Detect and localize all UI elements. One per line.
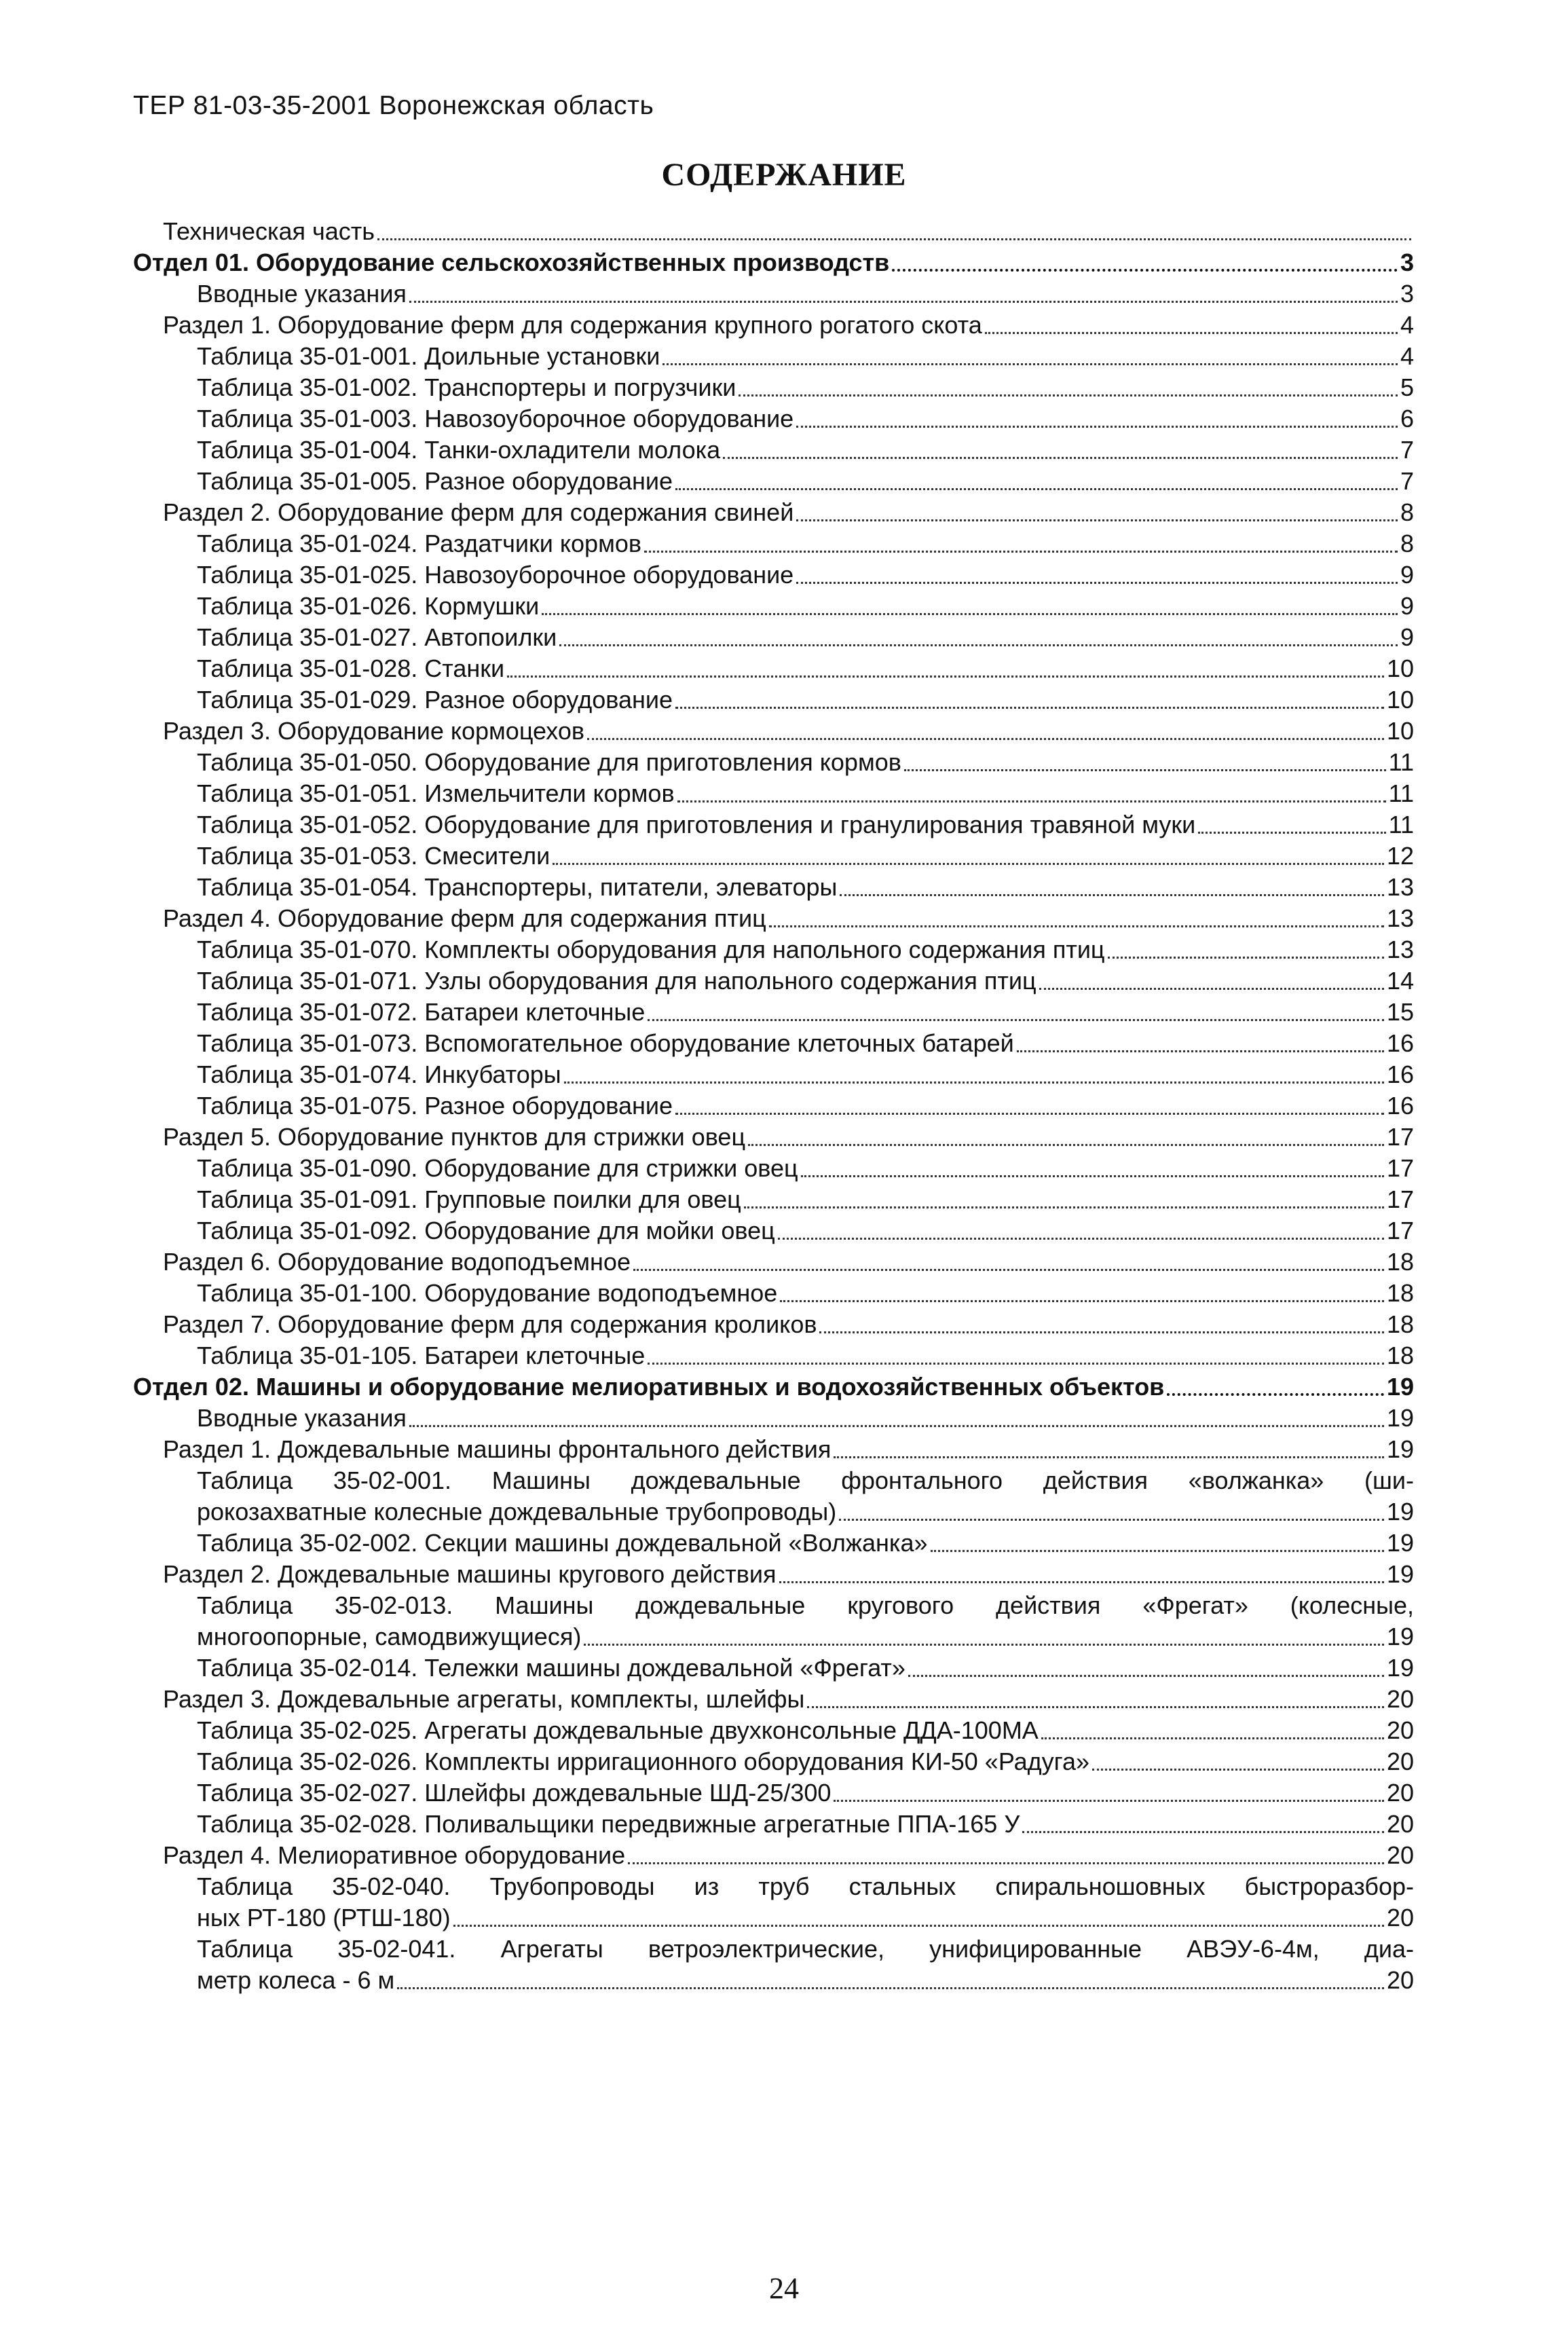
dot-leader bbox=[507, 676, 1384, 678]
toc-entry-text: Таблица 35-01-091. Групповые поилки для овец bbox=[197, 1185, 741, 1213]
toc-chapter-entry bbox=[133, 247, 1414, 278]
toc-section-entry bbox=[133, 1122, 1414, 1153]
toc-table-entry bbox=[133, 278, 1414, 310]
toc-entry-text: Отдел 02. Машины и оборудование мелиоративных и водохозяйственных объектов bbox=[133, 1373, 1165, 1401]
toc-page-number: 20 bbox=[1386, 1685, 1414, 1713]
toc-page-number: 8 bbox=[1400, 498, 1414, 526]
toc-page-number: 7 bbox=[1400, 436, 1414, 464]
toc-section-entry bbox=[133, 1559, 1414, 1590]
toc-page-number: 10 bbox=[1386, 717, 1414, 745]
page-number: 24 bbox=[769, 2272, 799, 2305]
dot-leader bbox=[780, 1300, 1384, 1302]
toc-page-number: 11 bbox=[1388, 811, 1414, 838]
toc-page-number: 17 bbox=[1386, 1217, 1414, 1244]
toc-entry-text: Таблица 35-01-005. Разное оборудование bbox=[197, 467, 673, 495]
dot-leader bbox=[748, 1144, 1384, 1146]
toc-entry-text: Таблица 35-01-051. Измельчители кормов bbox=[197, 779, 675, 807]
dot-leader bbox=[628, 1862, 1384, 1864]
toc-entry-text: Таблица 35-02-014. Тележки машины дождевальной «Фрегат» bbox=[197, 1654, 906, 1682]
dot-leader bbox=[677, 800, 1386, 802]
toc-page-number: 20 bbox=[1386, 1716, 1414, 1744]
dot-leader bbox=[559, 644, 1398, 646]
dot-leader bbox=[904, 769, 1386, 771]
dot-leader bbox=[397, 1987, 1384, 1989]
toc-page-number: 13 bbox=[1386, 873, 1414, 901]
toc-page-number: 20 bbox=[1386, 1779, 1414, 1807]
toc-page-number: 6 bbox=[1400, 405, 1414, 432]
toc-page-number: 20 bbox=[1386, 1748, 1414, 1775]
toc-entry-text: Таблица 35-01-070. Комплекты оборудования для напольного содержания птиц bbox=[197, 936, 1105, 963]
toc-entry-text: Таблица 35-02-027. Шлейфы дождевальные ШД-25/300 bbox=[197, 1779, 832, 1807]
toc-table-entry bbox=[133, 341, 1414, 372]
dot-leader bbox=[796, 582, 1398, 584]
toc-entry-text: Таблица 35-01-003. Навозоуборочное оборудование bbox=[197, 405, 794, 432]
dot-leader bbox=[564, 1082, 1384, 1084]
dot-leader bbox=[633, 1269, 1384, 1271]
toc-entry-text-line1: Таблица 35-02-040. Трубопроводы из труб стальных спиральношовных быстроразбор- bbox=[197, 1872, 1414, 1900]
dot-leader bbox=[778, 1238, 1384, 1240]
toc-section-entry bbox=[133, 1434, 1414, 1465]
dot-leader bbox=[807, 1706, 1384, 1708]
toc-section-entry bbox=[133, 1840, 1414, 1871]
toc-entry-text: Таблица 35-01-092. Оборудование для мойки овец bbox=[197, 1217, 775, 1244]
toc-entry-text: Раздел 1. Дождевальные машины фронтального действия bbox=[163, 1435, 832, 1463]
dot-leader bbox=[453, 1925, 1384, 1927]
dot-leader bbox=[409, 1425, 1384, 1427]
toc-section-entry bbox=[133, 216, 1414, 247]
toc-entry-text: Таблица 35-02-025. Агрегаты дождевальные двухконсольные ДДА-100МА bbox=[197, 1716, 1039, 1744]
dot-leader bbox=[648, 1019, 1384, 1021]
toc-entry-text: Раздел 4. Мелиоративное оборудование bbox=[163, 1841, 626, 1869]
toc-entry bbox=[133, 1590, 1414, 1652]
toc-page-number: 17 bbox=[1386, 1154, 1414, 1182]
toc-entry-text: Таблица 35-01-054. Транспортеры, питатели, элеваторы bbox=[197, 873, 838, 901]
toc-page-number: 19 bbox=[1386, 1654, 1414, 1682]
toc-table-entry bbox=[133, 528, 1414, 559]
dot-leader bbox=[644, 551, 1398, 553]
toc-entry-text: Таблица 35-01-027. Автопоилки bbox=[197, 623, 557, 651]
toc-entry-text: Раздел 5. Оборудование пунктов для стрижки овец bbox=[163, 1123, 746, 1151]
dot-leader bbox=[834, 1456, 1384, 1458]
toc-entry-text-line2: ных РТ-180 (РТШ-180) bbox=[197, 1904, 451, 1932]
dot-leader bbox=[839, 1519, 1384, 1521]
toc-entry-text: Раздел 2. Оборудование ферм для содержания свиней bbox=[163, 498, 794, 526]
dot-leader bbox=[723, 457, 1398, 459]
toc-table-entry bbox=[133, 1403, 1414, 1434]
dot-leader bbox=[796, 519, 1398, 521]
toc-page-number: 20 bbox=[1386, 1810, 1414, 1838]
toc-section-entry bbox=[133, 1309, 1414, 1340]
toc-page-number: 18 bbox=[1386, 1279, 1414, 1307]
toc-entry-text: Таблица 35-01-052. Оборудование для приготовления и гранулирования травяной муки bbox=[197, 811, 1196, 838]
dot-leader bbox=[739, 394, 1398, 396]
toc-page-number: 14 bbox=[1386, 967, 1414, 995]
toc-page-number: 16 bbox=[1386, 1092, 1414, 1120]
dot-leader bbox=[1017, 1050, 1384, 1052]
toc-entry-text: Таблица 35-01-026. Кормушки bbox=[197, 592, 540, 620]
toc-page-number: 11 bbox=[1388, 779, 1414, 807]
page-title: СОДЕРЖАНИЕ bbox=[661, 157, 907, 193]
toc-table-entry bbox=[133, 435, 1414, 466]
toc-section-entry bbox=[133, 497, 1414, 528]
toc-table-entry bbox=[133, 1184, 1414, 1215]
toc-page-number: 3 bbox=[1400, 280, 1414, 308]
toc-table-entry bbox=[133, 1746, 1414, 1777]
dot-leader bbox=[675, 488, 1398, 490]
toc-page-number: 17 bbox=[1386, 1185, 1414, 1213]
toc-table-entry bbox=[133, 997, 1414, 1028]
toc-chapter-entry bbox=[133, 1371, 1414, 1403]
toc-table-entry bbox=[133, 559, 1414, 591]
toc-entry-text-line1: Таблица 35-02-041. Агрегаты ветроэлектрические, унифицированные АВЭУ-6-4м, диа- bbox=[197, 1935, 1414, 1963]
dot-leader bbox=[1092, 1769, 1384, 1771]
toc-entry-text: Таблица 35-01-004. Танки-охладители молока bbox=[197, 436, 721, 464]
dot-leader bbox=[675, 1113, 1384, 1115]
toc-entry-text: Таблица 35-01-075. Разное оборудование bbox=[197, 1092, 673, 1120]
toc-page-number: 20 bbox=[1386, 1966, 1414, 1994]
toc-table-entry bbox=[133, 1528, 1414, 1559]
toc-table-entry bbox=[133, 965, 1414, 997]
toc-entry-text: Таблица 35-01-073. Вспомогательное оборудование клеточных батарей bbox=[197, 1029, 1014, 1057]
toc-page-number: 10 bbox=[1386, 686, 1414, 714]
toc-table-entry bbox=[133, 653, 1414, 684]
toc-page-number: 9 bbox=[1400, 623, 1414, 651]
toc-entry-text: Таблица 35-01-028. Станки bbox=[197, 654, 505, 682]
dot-leader bbox=[1167, 1393, 1384, 1396]
toc-table-entry bbox=[133, 934, 1414, 965]
running-header: ТЕР 81-03-35-2001 Воронежская область bbox=[133, 91, 654, 120]
dot-leader bbox=[587, 738, 1384, 740]
toc-page-number: 9 bbox=[1400, 561, 1414, 589]
toc-entry-text: Таблица 35-01-072. Батареи клеточные bbox=[197, 998, 646, 1026]
toc-table-entry bbox=[133, 1340, 1414, 1371]
dot-leader bbox=[1041, 1737, 1384, 1739]
toc-table-entry bbox=[133, 591, 1414, 622]
toc-entry-text-line1: Таблица 35-02-001. Машины дождевальные фронтального действия «волжанка» (ши- bbox=[197, 1466, 1414, 1494]
toc-entry-text-line2: рокозахватные колесные дождевальные трубопроводы) bbox=[197, 1498, 837, 1526]
toc-page-number: 17 bbox=[1386, 1123, 1414, 1151]
toc-entry-text: Раздел 6. Оборудование водоподъемное bbox=[163, 1248, 631, 1276]
toc-entry-text: Таблица 35-01-071. Узлы оборудования для напольного содержания птиц bbox=[197, 967, 1037, 995]
toc-entry-text: Вводные указания bbox=[197, 1404, 407, 1432]
toc-table-entry bbox=[133, 622, 1414, 653]
dot-leader bbox=[779, 1581, 1384, 1583]
toc-page-number: 4 bbox=[1400, 311, 1414, 339]
toc-entry-text: Таблица 35-02-002. Секции машины дождевальной «Волжанка» bbox=[197, 1529, 928, 1557]
toc-entry-text: Таблица 35-01-002. Транспортеры и погрузчики bbox=[197, 373, 736, 401]
toc-entry-text: Отдел 01. Оборудование сельскохозяйственных производств bbox=[133, 248, 890, 276]
toc-page-number: 11 bbox=[1388, 748, 1414, 776]
toc-table-entry bbox=[133, 1090, 1414, 1122]
toc-table-entry bbox=[133, 1652, 1414, 1684]
toc-page-number: 8 bbox=[1400, 530, 1414, 557]
toc-section-entry bbox=[133, 310, 1414, 341]
dot-leader bbox=[985, 332, 1398, 334]
dot-leader bbox=[801, 1175, 1384, 1177]
toc-section-entry bbox=[133, 716, 1414, 747]
toc-page-number: 18 bbox=[1386, 1310, 1414, 1338]
toc-entry-text: Таблица 35-01-050. Оборудование для приготовления кормов bbox=[197, 748, 901, 776]
toc-page-number: 19 bbox=[1386, 1623, 1414, 1650]
toc-table-entry bbox=[133, 1215, 1414, 1246]
toc-table-entry bbox=[133, 1059, 1414, 1090]
toc-page-number: 18 bbox=[1386, 1248, 1414, 1276]
dot-leader bbox=[1039, 988, 1384, 990]
toc-table-entry bbox=[133, 1777, 1414, 1809]
toc-page-number: 19 bbox=[1386, 1373, 1414, 1401]
toc-entry-text: Таблица 35-01-001. Доильные установки bbox=[197, 342, 660, 370]
toc-page-number: 5 bbox=[1400, 373, 1414, 401]
dot-leader bbox=[377, 238, 1411, 240]
toc-page-number: 19 bbox=[1386, 1498, 1414, 1526]
toc-page-number: 4 bbox=[1400, 342, 1414, 370]
toc-entry bbox=[133, 1465, 1414, 1528]
dot-leader bbox=[796, 426, 1398, 428]
toc-entry-text: Таблица 35-01-105. Батареи клеточные bbox=[197, 1342, 646, 1369]
toc-table-entry bbox=[133, 872, 1414, 903]
toc-page-number: 13 bbox=[1386, 904, 1414, 932]
toc-page-number: 16 bbox=[1386, 1060, 1414, 1088]
table-of-contents bbox=[133, 216, 1414, 1996]
toc-entry-text: Таблица 35-02-026. Комплекты ирригационного оборудования КИ-50 «Радуга» bbox=[197, 1748, 1090, 1775]
toc-entry-text: Таблица 35-01-053. Смесители bbox=[197, 842, 550, 870]
toc-page-number: 18 bbox=[1386, 1342, 1414, 1369]
toc-table-entry bbox=[133, 684, 1414, 716]
toc-table-entry bbox=[133, 778, 1414, 809]
toc-table-entry bbox=[133, 1153, 1414, 1184]
toc-table-entry bbox=[133, 466, 1414, 497]
dot-leader bbox=[675, 707, 1384, 709]
toc-entry-text: Таблица 35-01-029. Разное оборудование bbox=[197, 686, 673, 714]
toc-page-number: 3 bbox=[1400, 248, 1414, 276]
toc-table-entry bbox=[133, 1715, 1414, 1746]
dot-leader bbox=[1198, 832, 1385, 834]
toc-page-number: 10 bbox=[1386, 654, 1414, 682]
toc-entry-text: Вводные указания bbox=[197, 280, 407, 308]
toc-page-number: 16 bbox=[1386, 1029, 1414, 1057]
toc-entry-text-line2: многоопорные, самодвижущиеся) bbox=[197, 1623, 582, 1650]
toc-page-number: 19 bbox=[1386, 1529, 1414, 1557]
toc-entry-text: Таблица 35-01-025. Навозоуборочное оборудование bbox=[197, 561, 794, 589]
toc-entry-text: Раздел 3. Дождевальные агрегаты, комплекты, шлейфы bbox=[163, 1685, 805, 1713]
toc-section-entry bbox=[133, 1246, 1414, 1278]
toc-table-entry bbox=[133, 809, 1414, 840]
dot-leader bbox=[1022, 1831, 1384, 1833]
dot-leader bbox=[892, 269, 1398, 272]
toc-entry-text: Таблица 35-01-024. Раздатчики кормов bbox=[197, 530, 641, 557]
dot-leader bbox=[840, 894, 1384, 896]
dot-leader bbox=[769, 925, 1384, 927]
toc-page-number: 19 bbox=[1386, 1435, 1414, 1463]
dot-leader bbox=[553, 863, 1384, 865]
dot-leader bbox=[662, 363, 1398, 365]
toc-entry-text: Раздел 7. Оборудование ферм для содержания кроликов bbox=[163, 1310, 817, 1338]
dot-leader bbox=[542, 613, 1398, 615]
toc-page-number: 15 bbox=[1386, 998, 1414, 1026]
toc-page-number: 12 bbox=[1386, 842, 1414, 870]
dot-leader bbox=[409, 301, 1398, 303]
toc-entry-text: Таблица 35-01-100. Оборудование водоподъемное bbox=[197, 1279, 778, 1307]
toc-page-number: 19 bbox=[1386, 1560, 1414, 1588]
dot-leader bbox=[931, 1550, 1384, 1552]
toc-entry-text: Таблица 35-01-074. Инкубаторы bbox=[197, 1060, 561, 1088]
toc-section-entry bbox=[133, 903, 1414, 934]
dot-leader bbox=[648, 1363, 1384, 1365]
toc-page-number: 19 bbox=[1386, 1404, 1414, 1432]
toc-entry-text: Техническая часть bbox=[163, 217, 375, 245]
toc-entry-text: Раздел 3. Оборудование кормоцехов bbox=[163, 717, 585, 745]
dot-leader bbox=[744, 1206, 1384, 1208]
toc-entry bbox=[133, 1871, 1414, 1934]
toc-entry-text: Раздел 1. Оборудование ферм для содержания крупного рогатого скота bbox=[163, 311, 982, 339]
toc-table-entry bbox=[133, 1028, 1414, 1059]
toc-entry-text: Раздел 4. Оборудование ферм для содержания птиц bbox=[163, 904, 766, 932]
toc-table-entry bbox=[133, 1278, 1414, 1309]
toc-table-entry bbox=[133, 372, 1414, 403]
toc-entry-text-line2: метр колеса - 6 м bbox=[197, 1966, 395, 1994]
dot-leader bbox=[834, 1800, 1384, 1802]
toc-section-entry bbox=[133, 1684, 1414, 1715]
toc-entry-text: Раздел 2. Дождевальные машины кругового действия bbox=[163, 1560, 777, 1588]
toc-table-entry bbox=[133, 1809, 1414, 1840]
dot-leader bbox=[1108, 957, 1384, 959]
toc-page-number: 13 bbox=[1386, 936, 1414, 963]
toc-page-number: 7 bbox=[1400, 467, 1414, 495]
toc-page-number: 20 bbox=[1386, 1841, 1414, 1869]
toc-page-number: 9 bbox=[1400, 592, 1414, 620]
toc-table-entry bbox=[133, 840, 1414, 872]
toc-table-entry bbox=[133, 403, 1414, 435]
toc-entry-text: Таблица 35-01-090. Оборудование для стрижки овец bbox=[197, 1154, 798, 1182]
toc-entry bbox=[133, 1934, 1414, 1996]
toc-page-number: 20 bbox=[1386, 1904, 1414, 1932]
dot-leader bbox=[819, 1331, 1383, 1333]
dot-leader bbox=[584, 1644, 1384, 1646]
toc-entry-text: Таблица 35-02-028. Поливальщики передвижные агрегатные ППА-165 У bbox=[197, 1810, 1020, 1838]
toc-entry-text-line1: Таблица 35-02-013. Машины дождевальные кругового действия «Фрегат» (колесные, bbox=[197, 1591, 1414, 1619]
dot-leader bbox=[908, 1675, 1384, 1677]
toc-table-entry bbox=[133, 747, 1414, 778]
